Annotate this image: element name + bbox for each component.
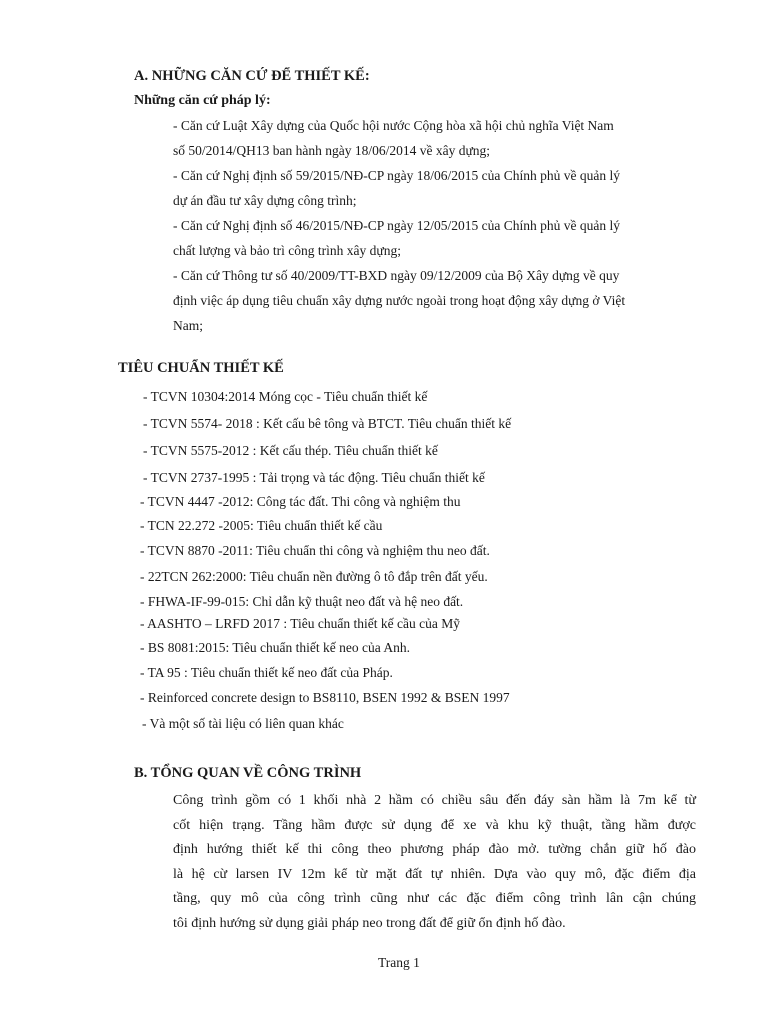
legal-line: Nam; bbox=[173, 318, 203, 333]
legal-line: dự án đầu tư xây dựng công trình; bbox=[173, 193, 357, 208]
legal-line: số 50/2014/QH13 ban hành ngày 18/06/2014 về xây dựng; bbox=[173, 143, 491, 158]
paragraph-line: Công trình gồm có 1 khối nhà 2 hầm có chiều sâu đến đáy sàn hầm là 7m kể từ bbox=[173, 793, 696, 808]
page-number: Trang 1 bbox=[378, 955, 420, 970]
legal-line: - Căn cứ Nghị định số 46/2015/NĐ-CP ngày 12/05/2015 của Chính phủ về quản lý bbox=[173, 218, 621, 233]
standard-item: - TCVN 8870 -2011: Tiêu chuẩn thi công và nghiệm thu neo đất. bbox=[140, 543, 490, 558]
standard-item: - TCVN 4447 -2012: Công tác đất. Thi công và nghiệm thu bbox=[140, 494, 461, 509]
standard-item: - TCN 22.272 -2005: Tiêu chuẩn thiết kế cầu bbox=[140, 518, 383, 533]
standard-item: - BS 8081:2015: Tiêu chuẩn thiết kế neo của Anh. bbox=[140, 640, 410, 655]
standard-item: - TCVN 2737-1995 : Tải trọng và tác động. Tiêu chuẩn thiết kế bbox=[143, 470, 485, 485]
standard-item: - Reinforced concrete design to BS8110, BSEN 1992 & BSEN 1997 bbox=[140, 690, 510, 705]
legal-line: - Căn cứ Nghị định số 59/2015/NĐ-CP ngày 18/06/2015 của Chính phủ về quản lý bbox=[173, 168, 621, 183]
legal-line: chất lượng và bảo trì công trình xây dựng; bbox=[173, 243, 401, 258]
paragraph-line: tôi định hướng sử dụng giải pháp neo trong đất để giữ ổn định hố đào. bbox=[173, 915, 566, 931]
standard-item: - TCVN 5574- 2018 : Kết cấu bê tông và BTCT. Tiêu chuẩn thiết kế bbox=[143, 416, 512, 431]
section-a-title: A. NHỮNG CĂN CỨ ĐỂ THIẾT KẾ: bbox=[134, 68, 370, 84]
legal-basis-subtitle: Những căn cứ pháp lý: bbox=[134, 93, 271, 108]
overview-paragraph bbox=[173, 789, 696, 936]
paragraph-line: là hệ cừ larsen IV 12m kể từ mặt đất tự nhiên. Dựa vào quy mô, đặc điểm địa bbox=[173, 866, 696, 882]
standards-title: TIÊU CHUẨN THIẾT KẾ bbox=[118, 360, 284, 376]
section-b-title: B. TỔNG QUAN VỀ CÔNG TRÌNH bbox=[134, 765, 362, 781]
paragraph-line: tầng, quy mô của công trình cũng như các đặc điểm công trình lân cận chúng bbox=[173, 891, 696, 906]
standard-item: - TCVN 5575-2012 : Kết cấu thép. Tiêu chuẩn thiết kế bbox=[143, 443, 438, 458]
paragraph-line: cốt hiện trạng. Tầng hầm được sử dụng để xe và khu kỹ thuật, tầng hầm được bbox=[173, 817, 696, 833]
standard-item: - Và một số tài liệu có liên quan khác bbox=[142, 716, 344, 731]
standard-item: - TCVN 10304:2014 Móng cọc - Tiêu chuẩn thiết kế bbox=[143, 389, 428, 404]
paragraph-line: định hướng thiết kế thi công theo phương pháp đào mở. tường chắn giữ hố đào bbox=[173, 842, 696, 857]
legal-line: định việc áp dụng tiêu chuẩn xây dựng nước ngoài trong hoạt động xây dựng ở Việt bbox=[173, 293, 626, 308]
legal-line: - Căn cứ Luật Xây dựng của Quốc hội nước Cộng hòa xã hội chủ nghĩa Việt Nam bbox=[173, 118, 614, 133]
standard-item: - TA 95 : Tiêu chuẩn thiết kế neo đất của Pháp. bbox=[140, 665, 393, 680]
standard-item: - FHWA-IF-99-015: Chỉ dẫn kỹ thuật neo đất và hệ neo đất. bbox=[140, 594, 464, 609]
standard-item: - 22TCN 262:2000: Tiêu chuẩn nền đường ô tô đắp trên đất yếu. bbox=[140, 569, 488, 584]
standard-item: - AASHTO – LRFD 2017 : Tiêu chuẩn thiết kế cầu của Mỹ bbox=[140, 616, 460, 631]
legal-line: - Căn cứ Thông tư số 40/2009/TT-BXD ngày 09/12/2009 của Bộ Xây dựng về quy bbox=[173, 268, 620, 283]
